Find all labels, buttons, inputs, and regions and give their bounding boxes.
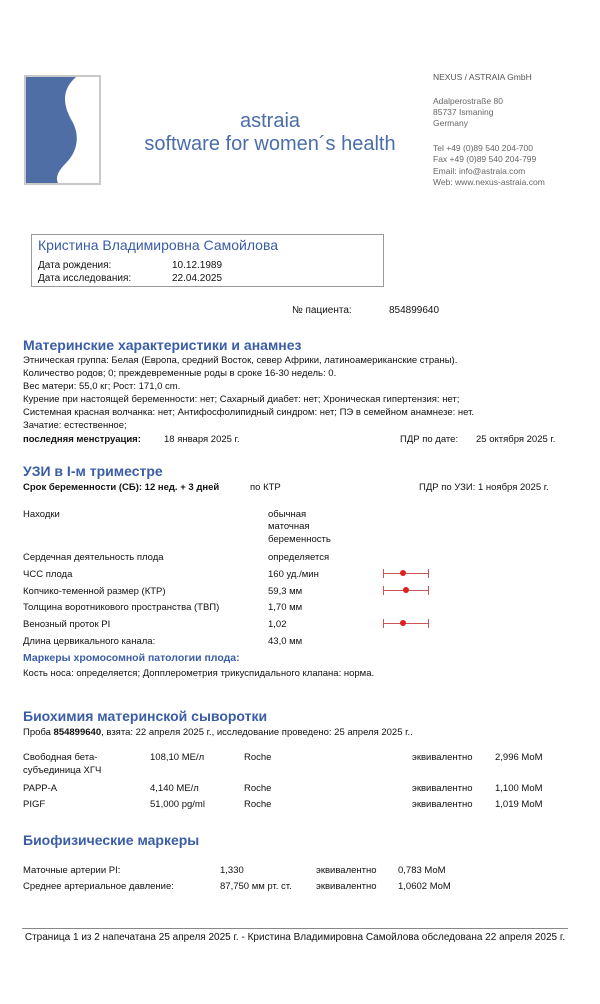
dv-value: 1,02 <box>268 619 287 630</box>
findings-label: Находки <box>23 509 60 520</box>
biochem-section-title: Биохимия материнской сыворотки <box>23 708 268 724</box>
crl-range-dot <box>403 587 409 593</box>
footer-divider <box>22 928 568 929</box>
hcg-name-2: субъединица ХГЧ <box>23 765 102 776</box>
map-eq: эквивалентно <box>316 881 377 892</box>
fhr-range-dot <box>400 570 406 576</box>
lmp-value: 18 января 2025 г. <box>164 434 240 445</box>
plgf-eq: эквивалентно <box>412 799 473 810</box>
map-mom: 1,0602 MoM <box>398 881 451 892</box>
map-value: 87,750 мм рт. ст. <box>220 881 292 892</box>
hcg-mom: 2,996 MoM <box>495 752 543 763</box>
company-country: Germany <box>433 118 468 128</box>
hcg-name-1: Свободная бета- <box>23 752 98 763</box>
markers-text: Кость носа: определяется; Допплерометрия трикуспидального клапана: норма. <box>23 668 375 679</box>
uta-mom: 0,783 MoM <box>398 865 446 876</box>
hcg-maker: Roche <box>244 752 272 763</box>
hcg-eq: эквивалентно <box>412 752 473 763</box>
biophys-section-title: Биофизические маркеры <box>23 832 200 848</box>
ultrasound-section-title: УЗИ в I-м триместре <box>23 463 163 479</box>
fhr-value: 160 уд./мин <box>268 569 319 580</box>
dob-value: 10.12.1989 <box>172 260 223 271</box>
hcg-value: 108,10 МЕ/л <box>150 752 205 763</box>
dv-label: Венозный проток PI <box>23 619 111 630</box>
edd-date-value: 25 октября 2025 г. <box>476 434 556 445</box>
sample-id: 854899640 <box>53 727 102 738</box>
fhr-label: ЧСС плода <box>23 569 73 580</box>
maternal-parity: Количество родов; 0; преждевременные роды в сроке 16-30 недель: 0. <box>23 368 337 379</box>
brand-tagline: software for women´s health <box>144 133 396 155</box>
pappa-maker: Roche <box>244 783 272 794</box>
gestational-age-method: по КТР <box>250 482 281 493</box>
maternal-conception: Зачатие: естественное; <box>23 420 127 431</box>
lmp-label: последняя менструация: <box>23 434 141 445</box>
plgf-mom: 1,019 MoM <box>495 799 543 810</box>
crl-label: Копчико-теменной размер (КТР) <box>23 586 166 597</box>
astraia-logo <box>24 75 101 185</box>
patient-name: Кристина Владимировна Самойлова <box>38 237 279 253</box>
maternal-history-1: Курение при настоящей беременности: нет; Сахарный диабет: нет; Хроническая гипертензия: нет; <box>23 394 460 405</box>
maternal-section-title: Материнские характеристики и анамнез <box>23 337 302 353</box>
findings-value-1: обычная <box>268 509 307 520</box>
maternal-history-2: Системная красная волчанка: нет; Антифосфолипидный синдром: нет; ПЭ в семейном анамнезе: нет. <box>23 407 475 418</box>
heart-activity-label: Сердечная деятельность плода <box>23 552 164 563</box>
pappa-eq: эквивалентно <box>412 783 473 794</box>
heart-activity-value: определяется <box>268 552 330 563</box>
company-address-1: Adalperostraße 80 <box>433 96 503 106</box>
crl-value: 59,3 мм <box>268 586 303 597</box>
plgf-name: PIGF <box>23 799 46 810</box>
brand-name: astraia <box>239 110 301 132</box>
sample-prefix: Проба <box>23 727 51 738</box>
uta-label: Маточные артерии PI: <box>23 865 121 876</box>
gestational-age: Срок беременности (СБ): 12 нед. + 3 дней <box>23 482 220 493</box>
dv-range-dot <box>400 620 406 626</box>
map-label: Среднее артериальное давление: <box>23 881 174 892</box>
dob-label: Дата рождения: <box>38 260 112 271</box>
patient-id-label: № пациента: <box>292 305 352 316</box>
company-address-2: 85737 Ismaning <box>433 107 494 117</box>
patient-id-value: 854899640 <box>389 305 440 316</box>
company-email: Email: info@astraia.com <box>433 166 526 176</box>
logo-figure-icon <box>26 77 99 183</box>
plgf-maker: Roche <box>244 799 272 810</box>
uta-value: 1,330 <box>220 865 244 876</box>
nt-label: Толщина воротникового пространства (ТВП) <box>23 602 220 613</box>
company-tel: Tel +49 (0)89 540 204-700 <box>433 143 533 153</box>
plgf-value: 51,000 pg/ml <box>150 799 205 810</box>
sample-suffix: , взята: 22 апреля 2025 г., исследование проведено: 25 апреля 2025 г.. <box>101 727 413 738</box>
pappa-mom: 1,100 MoM <box>495 783 543 794</box>
maternal-weight-height: Вес матери: 55,0 кг; Рост: 171,0 cm. <box>23 381 181 392</box>
pappa-value: 4,140 МЕ/л <box>150 783 199 794</box>
findings-value-2: маточная <box>268 521 310 532</box>
edd-date-label: ПДР по дате: <box>400 434 459 445</box>
page-footer: Страница 1 из 2 напечатана 25 апреля 2025 г. - Кристина Владимировна Самойлова обследована 22 апреля 2025 г. <box>24 932 566 943</box>
company-fax: Fax +49 (0)89 540 204-799 <box>433 154 537 164</box>
sample-info <box>23 727 583 739</box>
nt-value: 1,70 мм <box>268 602 303 613</box>
findings-value-3: беременность <box>268 534 331 545</box>
uta-eq: эквивалентно <box>316 865 377 876</box>
cervical-value: 43,0 мм <box>268 636 303 647</box>
company-name: NEXUS / ASTRAIA GmbH <box>433 72 532 82</box>
pappa-name: PAPP-A <box>23 783 58 794</box>
exam-date-value: 22.04.2025 <box>172 273 223 284</box>
exam-date-label: Дата исследования: <box>38 273 132 284</box>
company-web: Web: www.nexus-astraia.com <box>433 177 545 187</box>
edd-ultrasound: ПДР по УЗИ: 1 ноября 2025 г. <box>419 482 549 493</box>
maternal-ethnicity: Этническая группа: Белая (Европа, средний Восток, север Африки, латиноамериканские страны). <box>23 355 458 366</box>
cervical-label: Длина цервикального канала: <box>23 636 156 647</box>
markers-title: Маркеры хромосомной патологии плода: <box>23 652 240 664</box>
